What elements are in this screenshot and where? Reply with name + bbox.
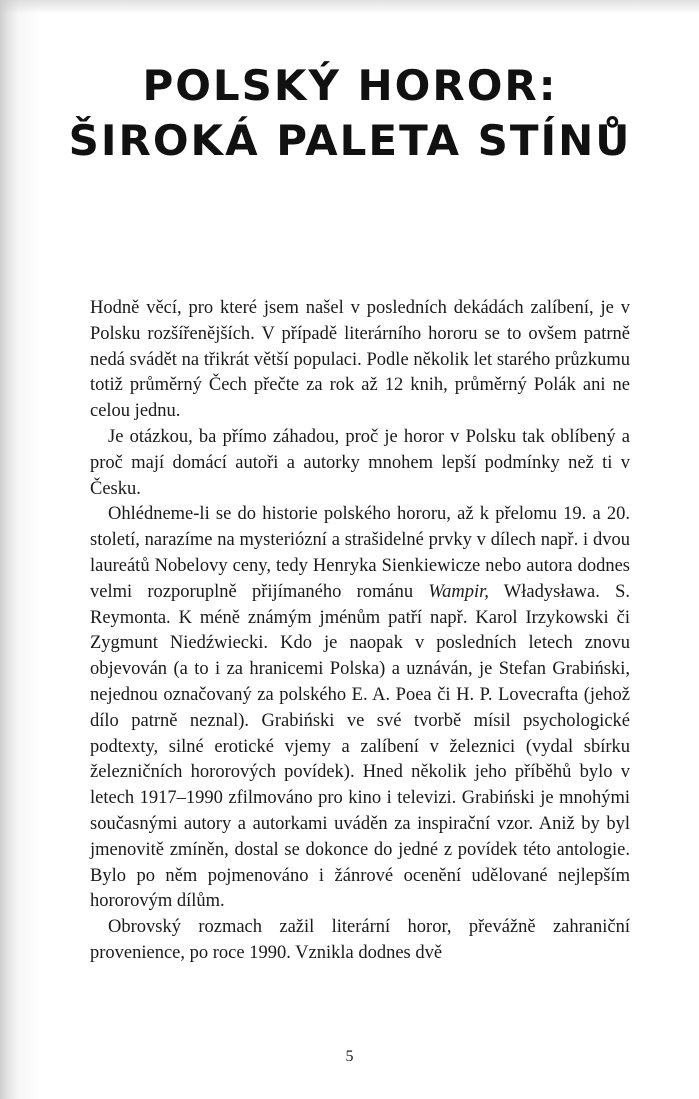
book-title-wampir: Wampir, [428,581,489,602]
chapter-body [90,296,630,967]
page-number: 5 [345,1048,354,1065]
chapter-title-line-1: POLSKÝ HOROR: [142,61,558,110]
paragraph-1: Hodně věcí, pro které jsem našel v posledních dekádách zalíbení, je v Polsku rozšířenějších. V případě literárního hororu se to ovšem patrně nedá svádět na třikrát větší populaci. Podle několik let starého průzkumu totiž průměrný Čech přečte za rok až 12 knih, průměrný Polák ani ne celou jednu. [90,298,630,422]
paragraph-4: Obrovský rozmach zažil literární horor, převážně zahraniční provenience, po roce 1990. Vznikla dodnes dvě [90,917,630,963]
paragraph-2: Je otázkou, ba přímo záhadou, proč je horor v Polsku tak oblíbený a proč mají domácí autoři a autorky mnohem lepší podmínky než ti v Česku. [90,426,630,499]
chapter-title [30,58,670,168]
paragraph-3-text-end: Władysława. S. Reymonta. K méně známým jménům patří např. Karol Irzykowski či Zygmunt Niedźwiecki. Kdo je naopak v posledních letech znovu objevován (a to i za hranicemi Polska) a uznáván, je Stefan Grabiński, nejednou označovaný za polského E. A. Poea či H. P. Lovecrafta (jehož dílo patrně neznal). Grabiński ve své tvorbě mísil psychologické podtexty, silné erotické vjemy a zalíbení v železnici (vydal sbírku železničních hororových povídek). Hned několik jeho příběhů bylo v letech 1917–1990 zfilmováno pro kino i televizi. Grabiński je mnohými současnými autory a autorkami uváděn za inspirační vzor. Aniž by byl jmenovitě zmíněn, dostal se dokonce do jedné z povídek této antologie. Bylo po něm pojmenováno i žánrové ocenění udělované nejlepším hororovým dílům. [90,581,631,912]
chapter-title-line-2: ŠIROKÁ PALETA STÍNŮ [68,116,632,165]
paragraph-3 [90,502,630,915]
paragraph-3-text-start: Ohlédneme-li se do historie polského hororu, až k přelomu 19. a 20. století, narazíme na mysteriózní a strašidelné prvky v dílech např. i dvou laureátů Nobelovy ceny, tedy Henryka Sienkiewicze nebo autora dodnes velmi rozporuplně přijímaného románu [90,504,630,602]
